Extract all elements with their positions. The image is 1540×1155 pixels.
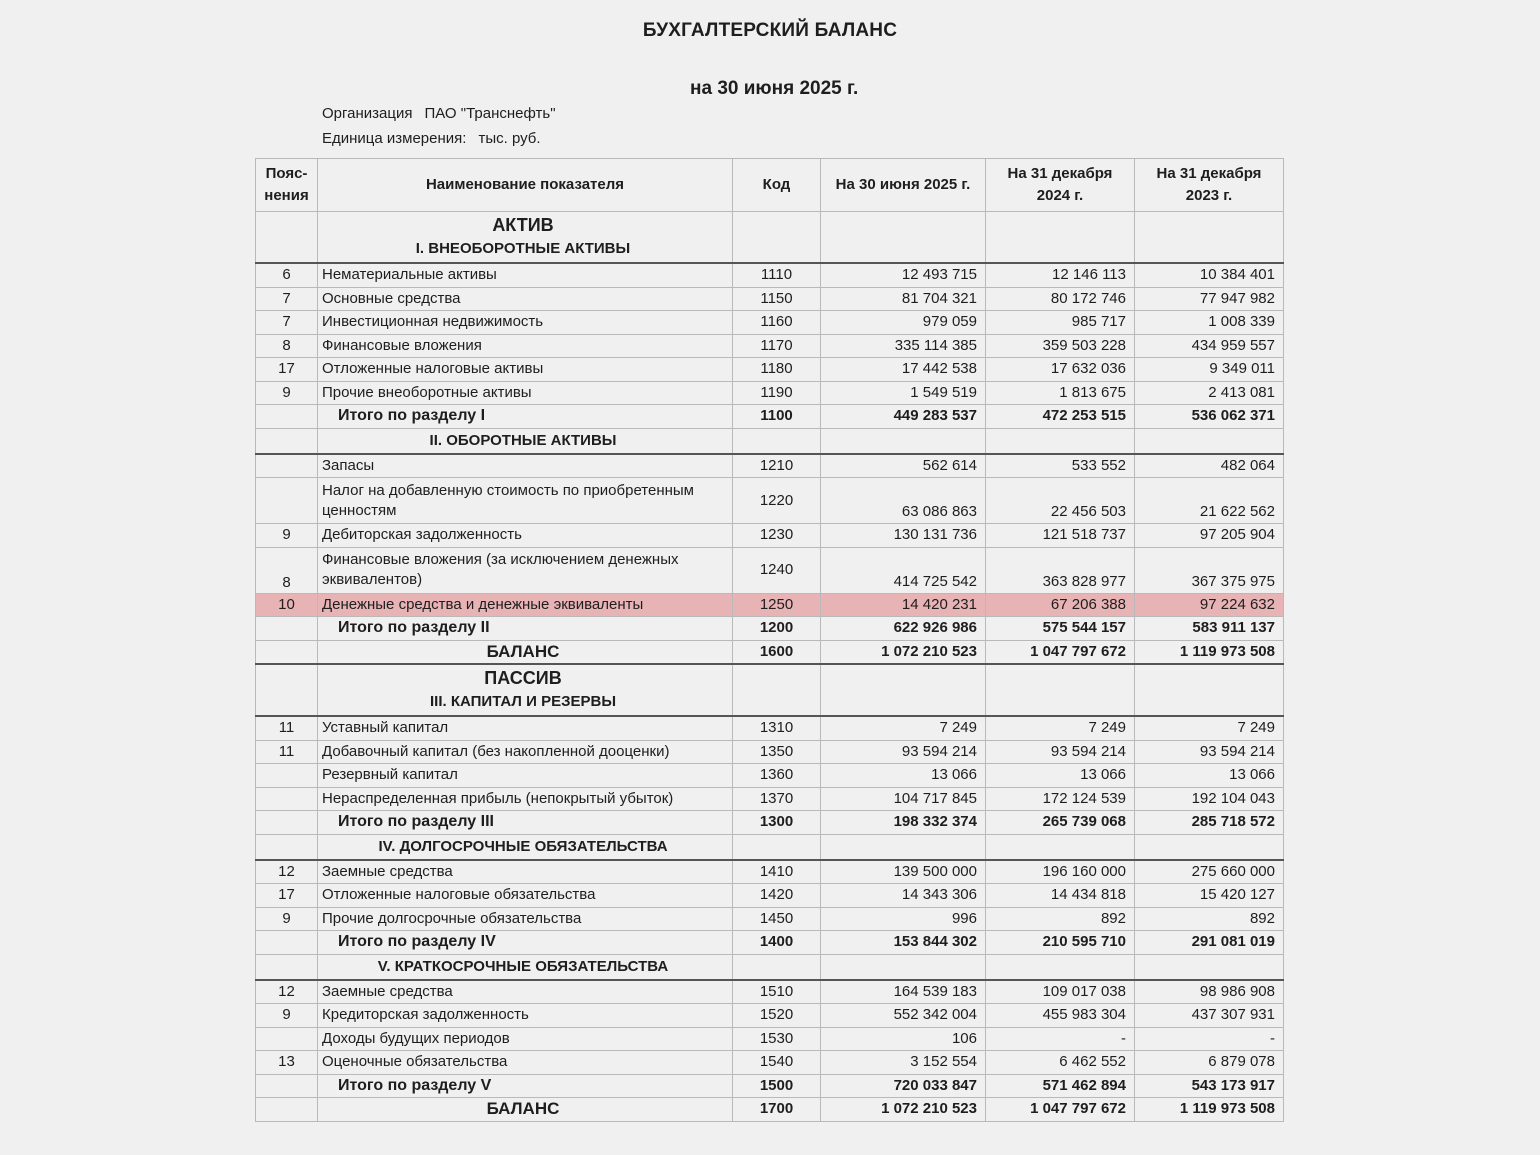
part-heading: ПАССИВ bbox=[484, 668, 562, 688]
value-2023-12-31: 77 947 982 bbox=[1135, 287, 1284, 311]
code-cell: 1170 bbox=[733, 334, 821, 358]
note-cell: 7 bbox=[256, 287, 318, 311]
value-2025-06-30: 63 086 863 bbox=[821, 478, 986, 524]
indicator-name: Заемные средства bbox=[318, 980, 733, 1004]
indicator-name: БАЛАНС bbox=[318, 640, 733, 664]
code-cell: 1240 bbox=[733, 547, 821, 593]
note-cell bbox=[256, 1074, 318, 1098]
value-2023-12-31: 437 307 931 bbox=[1135, 1004, 1284, 1028]
organization-label: Организация bbox=[322, 105, 413, 122]
table-row bbox=[256, 907, 1284, 931]
code-cell: 1370 bbox=[733, 787, 821, 811]
value-2024-12-31 bbox=[986, 834, 1135, 860]
code-cell: 1160 bbox=[733, 311, 821, 335]
value-2025-06-30: 93 594 214 bbox=[821, 740, 986, 764]
value-2024-12-31: 455 983 304 bbox=[986, 1004, 1135, 1028]
unit-label: Единица измерения: bbox=[322, 130, 467, 147]
note-cell bbox=[256, 931, 318, 955]
header-code: Код bbox=[733, 159, 821, 212]
table-row bbox=[256, 381, 1284, 405]
value-2025-06-30: 17 442 538 bbox=[821, 358, 986, 382]
value-2023-12-31: 97 205 904 bbox=[1135, 524, 1284, 548]
indicator-name: Нераспределенная прибыль (непокрытый убыток) bbox=[318, 787, 733, 811]
value-2023-12-31: 93 594 214 bbox=[1135, 740, 1284, 764]
value-2023-12-31: 482 064 bbox=[1135, 454, 1284, 478]
table-row bbox=[256, 980, 1284, 1004]
code-cell: 1520 bbox=[733, 1004, 821, 1028]
table-row bbox=[256, 263, 1284, 287]
section-heading-row bbox=[256, 664, 1284, 716]
table-row bbox=[256, 358, 1284, 382]
value-2025-06-30: 139 500 000 bbox=[821, 860, 986, 884]
section-total-row bbox=[256, 931, 1284, 955]
section-heading-row bbox=[256, 954, 1284, 980]
table-row bbox=[256, 524, 1284, 548]
table-row bbox=[256, 787, 1284, 811]
header-v3 bbox=[1135, 159, 1284, 212]
code-cell: 1190 bbox=[733, 381, 821, 405]
table-row bbox=[256, 478, 1284, 524]
indicator-name: Прочие долгосрочные обязательства bbox=[318, 907, 733, 931]
value-2025-06-30: 552 342 004 bbox=[821, 1004, 986, 1028]
section-total-row bbox=[256, 1074, 1284, 1098]
note-cell: 11 bbox=[256, 716, 318, 740]
section-title: IV. ДОЛГОСРОЧНЫЕ ОБЯЗАТЕЛЬСТВА bbox=[378, 837, 668, 855]
value-2023-12-31: 1 119 973 508 bbox=[1135, 1098, 1284, 1122]
code-cell: 1150 bbox=[733, 287, 821, 311]
value-2024-12-31: 7 249 bbox=[986, 716, 1135, 740]
section-heading bbox=[318, 212, 733, 264]
value-2023-12-31: - bbox=[1135, 1027, 1284, 1051]
value-2024-12-31: 109 017 038 bbox=[986, 980, 1135, 1004]
value-2024-12-31: 210 595 710 bbox=[986, 931, 1135, 955]
value-2023-12-31: 434 959 557 bbox=[1135, 334, 1284, 358]
code-cell: 1540 bbox=[733, 1051, 821, 1075]
value-2024-12-31: 533 552 bbox=[986, 454, 1135, 478]
header-note bbox=[256, 159, 318, 212]
code-cell: 1450 bbox=[733, 907, 821, 931]
value-2024-12-31: 22 456 503 bbox=[986, 478, 1135, 524]
table-row bbox=[256, 1027, 1284, 1051]
indicator-name: Заемные средства bbox=[318, 860, 733, 884]
code-cell: 1600 bbox=[733, 640, 821, 664]
value-2025-06-30: 12 493 715 bbox=[821, 263, 986, 287]
value-2025-06-30: 14 420 231 bbox=[821, 593, 986, 617]
value-2023-12-31: 10 384 401 bbox=[1135, 263, 1284, 287]
value-2023-12-31 bbox=[1135, 212, 1284, 264]
table-row bbox=[256, 1051, 1284, 1075]
unit-value: тыс. руб. bbox=[478, 130, 541, 147]
code-cell: 1420 bbox=[733, 884, 821, 908]
value-2025-06-30: 13 066 bbox=[821, 764, 986, 788]
value-2024-12-31: 17 632 036 bbox=[986, 358, 1135, 382]
document-date: на 30 июня 2025 г. bbox=[690, 78, 859, 99]
section-heading bbox=[318, 954, 733, 980]
value-2024-12-31: 472 253 515 bbox=[986, 405, 1135, 429]
value-2024-12-31: 1 047 797 672 bbox=[986, 1098, 1135, 1122]
section-heading-row bbox=[256, 834, 1284, 860]
indicator-name: Налог на добавленную стоимость по приобретенным ценностям bbox=[318, 478, 733, 524]
note-cell: 9 bbox=[256, 524, 318, 548]
value-2025-06-30: 153 844 302 bbox=[821, 931, 986, 955]
indicator-name: Доходы будущих периодов bbox=[318, 1027, 733, 1051]
value-2023-12-31: 1 119 973 508 bbox=[1135, 640, 1284, 664]
code-cell: 1200 bbox=[733, 617, 821, 641]
header-name: Наименование показателя bbox=[318, 159, 733, 212]
header-note-text: Пояс- нения bbox=[264, 165, 309, 204]
value-2024-12-31: 121 518 737 bbox=[986, 524, 1135, 548]
indicator-name: Инвестиционная недвижимость bbox=[318, 311, 733, 335]
note-cell bbox=[256, 787, 318, 811]
note-cell bbox=[256, 764, 318, 788]
indicator-name: Итого по разделу IV bbox=[318, 931, 733, 955]
value-2023-12-31: 291 081 019 bbox=[1135, 931, 1284, 955]
header-v3-text: На 31 декабря 2023 г. bbox=[1156, 165, 1262, 204]
value-2023-12-31: 15 420 127 bbox=[1135, 884, 1284, 908]
value-2023-12-31: 892 bbox=[1135, 907, 1284, 931]
indicator-name: Нематериальные активы bbox=[318, 263, 733, 287]
value-2024-12-31: 67 206 388 bbox=[986, 593, 1135, 617]
table-row bbox=[256, 860, 1284, 884]
value-2023-12-31: 583 911 137 bbox=[1135, 617, 1284, 641]
note-cell: 17 bbox=[256, 358, 318, 382]
indicator-name: Кредиторская задолженность bbox=[318, 1004, 733, 1028]
value-2024-12-31: 172 124 539 bbox=[986, 787, 1135, 811]
value-2024-12-31: 892 bbox=[986, 907, 1135, 931]
table-row bbox=[256, 716, 1284, 740]
table-row bbox=[256, 547, 1284, 593]
note-cell: 9 bbox=[256, 907, 318, 931]
note-cell bbox=[256, 640, 318, 664]
part-heading: АКТИВ bbox=[492, 215, 554, 235]
value-2024-12-31: 12 146 113 bbox=[986, 263, 1135, 287]
value-2025-06-30: 3 152 554 bbox=[821, 1051, 986, 1075]
value-2025-06-30: 335 114 385 bbox=[821, 334, 986, 358]
value-2023-12-31 bbox=[1135, 664, 1284, 716]
value-2025-06-30: 996 bbox=[821, 907, 986, 931]
balance-total-row bbox=[256, 1098, 1284, 1122]
section-title: II. ОБОРОТНЫЕ АКТИВЫ bbox=[429, 431, 617, 449]
note-cell bbox=[256, 664, 318, 716]
value-2023-12-31 bbox=[1135, 834, 1284, 860]
code-cell: 1210 bbox=[733, 454, 821, 478]
value-2024-12-31: 13 066 bbox=[986, 764, 1135, 788]
value-2023-12-31: 98 986 908 bbox=[1135, 980, 1284, 1004]
indicator-name: Итого по разделу I bbox=[318, 405, 733, 429]
note-cell bbox=[256, 617, 318, 641]
code-cell bbox=[733, 954, 821, 980]
section-heading bbox=[318, 834, 733, 860]
value-2023-12-31: 536 062 371 bbox=[1135, 405, 1284, 429]
note-cell: 12 bbox=[256, 860, 318, 884]
value-2024-12-31 bbox=[986, 212, 1135, 264]
value-2025-06-30 bbox=[821, 428, 986, 454]
value-2024-12-31: 14 434 818 bbox=[986, 884, 1135, 908]
code-cell: 1500 bbox=[733, 1074, 821, 1098]
code-cell: 1310 bbox=[733, 716, 821, 740]
value-2025-06-30 bbox=[821, 664, 986, 716]
value-2023-12-31: 7 249 bbox=[1135, 716, 1284, 740]
table-row bbox=[256, 740, 1284, 764]
value-2024-12-31: 196 160 000 bbox=[986, 860, 1135, 884]
value-2025-06-30: 164 539 183 bbox=[821, 980, 986, 1004]
value-2025-06-30 bbox=[821, 954, 986, 980]
value-2025-06-30: 1 072 210 523 bbox=[821, 640, 986, 664]
note-cell: 13 bbox=[256, 1051, 318, 1075]
value-2025-06-30: 130 131 736 bbox=[821, 524, 986, 548]
note-cell bbox=[256, 478, 318, 524]
indicator-name: Денежные средства и денежные эквиваленты bbox=[318, 593, 733, 617]
indicator-name: Добавочный капитал (без накопленной дооценки) bbox=[318, 740, 733, 764]
value-2024-12-31: 359 503 228 bbox=[986, 334, 1135, 358]
value-2024-12-31: 80 172 746 bbox=[986, 287, 1135, 311]
note-cell bbox=[256, 954, 318, 980]
header-v1: На 30 июня 2025 г. bbox=[821, 159, 986, 212]
document-title bbox=[0, 20, 1540, 42]
value-2024-12-31: 93 594 214 bbox=[986, 740, 1135, 764]
note-cell: 9 bbox=[256, 381, 318, 405]
value-2025-06-30: 414 725 542 bbox=[821, 547, 986, 593]
code-cell bbox=[733, 664, 821, 716]
value-2025-06-30: 104 717 845 bbox=[821, 787, 986, 811]
note-cell bbox=[256, 1098, 318, 1122]
value-2025-06-30: 562 614 bbox=[821, 454, 986, 478]
code-cell: 1300 bbox=[733, 811, 821, 835]
code-cell bbox=[733, 428, 821, 454]
unit-line bbox=[322, 130, 541, 147]
indicator-name: Итого по разделу III bbox=[318, 811, 733, 835]
value-2023-12-31: 97 224 632 bbox=[1135, 593, 1284, 617]
code-cell: 1230 bbox=[733, 524, 821, 548]
note-cell: 12 bbox=[256, 980, 318, 1004]
value-2023-12-31: 6 879 078 bbox=[1135, 1051, 1284, 1075]
table-row bbox=[256, 764, 1284, 788]
header-v2 bbox=[986, 159, 1135, 212]
code-cell bbox=[733, 212, 821, 264]
table-header-row bbox=[256, 159, 1284, 212]
header-v2-text: На 31 декабря 2024 г. bbox=[1007, 165, 1113, 204]
value-2023-12-31: 2 413 081 bbox=[1135, 381, 1284, 405]
value-2024-12-31: 265 739 068 bbox=[986, 811, 1135, 835]
table-row bbox=[256, 287, 1284, 311]
indicator-name: Запасы bbox=[318, 454, 733, 478]
indicator-name: Отложенные налоговые обязательства bbox=[318, 884, 733, 908]
value-2023-12-31 bbox=[1135, 428, 1284, 454]
note-cell bbox=[256, 428, 318, 454]
value-2023-12-31: 21 622 562 bbox=[1135, 478, 1284, 524]
organization-line bbox=[322, 105, 556, 122]
section-heading bbox=[318, 428, 733, 454]
code-cell: 1510 bbox=[733, 980, 821, 1004]
value-2025-06-30: 1 072 210 523 bbox=[821, 1098, 986, 1122]
section-title: I. ВНЕОБОРОТНЫЕ АКТИВЫ bbox=[415, 240, 631, 257]
code-cell: 1180 bbox=[733, 358, 821, 382]
value-2025-06-30 bbox=[821, 212, 986, 264]
code-cell: 1700 bbox=[733, 1098, 821, 1122]
note-cell bbox=[256, 212, 318, 264]
indicator-name: Резервный капитал bbox=[318, 764, 733, 788]
document-title-text: БУХГАЛТЕРСКИЙ БАЛАНС bbox=[642, 20, 898, 41]
table-row bbox=[256, 884, 1284, 908]
value-2025-06-30 bbox=[821, 834, 986, 860]
indicator-name: БАЛАНС bbox=[318, 1098, 733, 1122]
balance-sheet-table bbox=[255, 158, 1284, 1122]
value-2024-12-31 bbox=[986, 664, 1135, 716]
table-row bbox=[256, 334, 1284, 358]
value-2024-12-31 bbox=[986, 954, 1135, 980]
code-cell: 1530 bbox=[733, 1027, 821, 1051]
value-2023-12-31: 543 173 917 bbox=[1135, 1074, 1284, 1098]
section-total-row bbox=[256, 405, 1284, 429]
note-cell bbox=[256, 405, 318, 429]
section-total-row bbox=[256, 811, 1284, 835]
balance-total-row bbox=[256, 640, 1284, 664]
value-2024-12-31 bbox=[986, 428, 1135, 454]
note-cell: 10 bbox=[256, 593, 318, 617]
code-cell: 1360 bbox=[733, 764, 821, 788]
value-2023-12-31 bbox=[1135, 954, 1284, 980]
value-2025-06-30: 106 bbox=[821, 1027, 986, 1051]
indicator-name: Оценочные обязательства bbox=[318, 1051, 733, 1075]
note-cell: 6 bbox=[256, 263, 318, 287]
section-heading-row bbox=[256, 428, 1284, 454]
value-2024-12-31: 363 828 977 bbox=[986, 547, 1135, 593]
value-2025-06-30: 14 343 306 bbox=[821, 884, 986, 908]
value-2023-12-31: 192 104 043 bbox=[1135, 787, 1284, 811]
value-2023-12-31: 285 718 572 bbox=[1135, 811, 1284, 835]
indicator-name: Прочие внеоборотные активы bbox=[318, 381, 733, 405]
table-row bbox=[256, 311, 1284, 335]
code-cell: 1100 bbox=[733, 405, 821, 429]
indicator-name: Уставный капитал bbox=[318, 716, 733, 740]
note-cell bbox=[256, 834, 318, 860]
value-2024-12-31: 6 462 552 bbox=[986, 1051, 1135, 1075]
value-2024-12-31: 575 544 157 bbox=[986, 617, 1135, 641]
organization-value: ПАО "Транснефть" bbox=[424, 105, 556, 122]
section-heading bbox=[318, 664, 733, 716]
indicator-name: Основные средства bbox=[318, 287, 733, 311]
value-2023-12-31: 1 008 339 bbox=[1135, 311, 1284, 335]
indicator-name: Итого по разделу V bbox=[318, 1074, 733, 1098]
indicator-name: Финансовые вложения bbox=[318, 334, 733, 358]
value-2023-12-31: 367 375 975 bbox=[1135, 547, 1284, 593]
value-2025-06-30: 81 704 321 bbox=[821, 287, 986, 311]
section-heading-row bbox=[256, 212, 1284, 264]
code-cell: 1350 bbox=[733, 740, 821, 764]
value-2025-06-30: 198 332 374 bbox=[821, 811, 986, 835]
value-2024-12-31: 571 462 894 bbox=[986, 1074, 1135, 1098]
indicator-name: Отложенные налоговые активы bbox=[318, 358, 733, 382]
indicator-name: Дебиторская задолженность bbox=[318, 524, 733, 548]
value-2024-12-31: - bbox=[986, 1027, 1135, 1051]
code-cell: 1220 bbox=[733, 478, 821, 524]
note-cell: 11 bbox=[256, 740, 318, 764]
value-2023-12-31: 275 660 000 bbox=[1135, 860, 1284, 884]
note-cell: 8 bbox=[256, 547, 318, 593]
value-2025-06-30: 449 283 537 bbox=[821, 405, 986, 429]
value-2025-06-30: 622 926 986 bbox=[821, 617, 986, 641]
value-2024-12-31: 1 813 675 bbox=[986, 381, 1135, 405]
value-2024-12-31: 985 717 bbox=[986, 311, 1135, 335]
value-2025-06-30: 979 059 bbox=[821, 311, 986, 335]
table-row bbox=[256, 1004, 1284, 1028]
note-cell: 7 bbox=[256, 311, 318, 335]
value-2023-12-31: 9 349 011 bbox=[1135, 358, 1284, 382]
table-body bbox=[256, 212, 1284, 1122]
note-cell: 17 bbox=[256, 884, 318, 908]
note-cell bbox=[256, 811, 318, 835]
value-2025-06-30: 720 033 847 bbox=[821, 1074, 986, 1098]
indicator-name: Итого по разделу II bbox=[318, 617, 733, 641]
value-2025-06-30: 1 549 519 bbox=[821, 381, 986, 405]
code-cell bbox=[733, 834, 821, 860]
section-title: V. КРАТКОСРОЧНЫЕ ОБЯЗАТЕЛЬСТВА bbox=[377, 957, 669, 975]
code-cell: 1250 bbox=[733, 593, 821, 617]
code-cell: 1410 bbox=[733, 860, 821, 884]
value-2025-06-30: 7 249 bbox=[821, 716, 986, 740]
note-cell bbox=[256, 1027, 318, 1051]
indicator-name: Финансовые вложения (за исключением денежных эквивалентов) bbox=[318, 547, 733, 593]
note-cell: 9 bbox=[256, 1004, 318, 1028]
table-row bbox=[256, 454, 1284, 478]
value-2023-12-31: 13 066 bbox=[1135, 764, 1284, 788]
highlighted-row bbox=[256, 593, 1284, 617]
section-total-row bbox=[256, 617, 1284, 641]
code-cell: 1110 bbox=[733, 263, 821, 287]
value-2024-12-31: 1 047 797 672 bbox=[986, 640, 1135, 664]
section-title: III. КАПИТАЛ И РЕЗЕРВЫ bbox=[430, 693, 616, 710]
note-cell bbox=[256, 454, 318, 478]
code-cell: 1400 bbox=[733, 931, 821, 955]
note-cell: 8 bbox=[256, 334, 318, 358]
